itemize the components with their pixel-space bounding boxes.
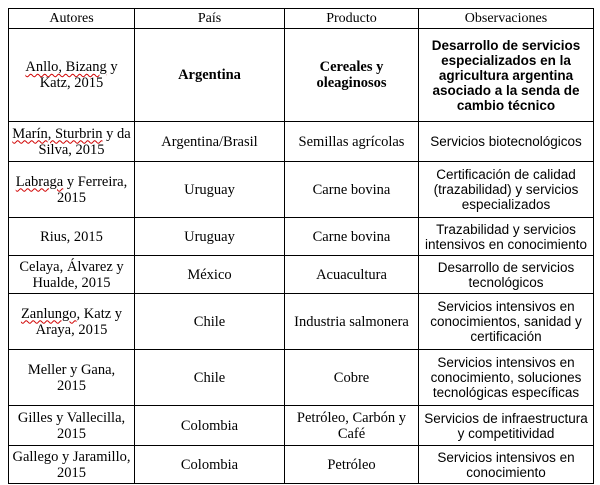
country-cell: Uruguay [135, 218, 285, 256]
author-flagged: Zanlungo [20, 305, 77, 322]
author-cell [9, 29, 135, 122]
author-cell [9, 446, 135, 484]
table-row [9, 294, 594, 350]
observation-cell: Servicios intensivos en conocimiento, soluciones tecnológicas específicas [419, 350, 594, 406]
author-cell [9, 218, 135, 256]
country-cell: Chile [135, 294, 285, 350]
country-cell: México [135, 256, 285, 294]
product-cell: Carne bovina [285, 162, 419, 218]
author-cell [9, 406, 135, 446]
table-row [9, 162, 594, 218]
observation-cell: Servicios intensivos en conocimiento [419, 446, 594, 484]
header-row [9, 9, 594, 29]
observation-cell: Servicios intensivos en conocimientos, sanidad y certificación [419, 294, 594, 350]
header-authors: Autores [9, 9, 135, 29]
author-cell [9, 294, 135, 350]
author-rest: y Ferreira, 2015 [57, 173, 128, 206]
observation-cell: Desarrollo de servicios tecnológicos [419, 256, 594, 294]
author-rest: Meller y Gana, 2015 [27, 361, 116, 394]
product-cell: Acuacultura [285, 256, 419, 294]
author-flagged: Marín, Sturbrin [12, 125, 103, 142]
product-cell: Carne bovina [285, 218, 419, 256]
table-row [9, 446, 594, 484]
product-cell: Cereales y oleaginosos [285, 29, 419, 122]
country-cell: Colombia [135, 406, 285, 446]
country-cell: Argentina [135, 29, 285, 122]
country-cell: Uruguay [135, 162, 285, 218]
authors-table [8, 8, 594, 484]
author-rest: Gilles y Vallecilla, 2015 [17, 409, 126, 442]
observation-cell: Servicios de infraestructura y competitividad [419, 406, 594, 446]
observation-cell: Desarrollo de servicios especializados en la agricultura argentina asociado a la senda de cambio técnico [419, 29, 594, 122]
author-rest: y da Silva, 2015 [38, 125, 131, 158]
country-cell: Colombia [135, 446, 285, 484]
author-cell [9, 256, 135, 294]
country-cell: Argentina/Brasil [135, 122, 285, 162]
author-rest: Gallego y Jaramillo, 2015 [12, 448, 131, 481]
author-flagged: Anllo, Bizang [25, 59, 107, 75]
observation-cell: Certificación de calidad (trazabilidad) y servicios especializados [419, 162, 594, 218]
observation-cell: Trazabilidad y servicios intensivos en conocimiento [419, 218, 594, 256]
author-rest: Celaya, Álvarez y Hualde, 2015 [19, 258, 124, 291]
author-cell [9, 350, 135, 406]
header-observations: Observaciones [419, 9, 594, 29]
author-rest: y Katz, 2015 [39, 59, 118, 91]
author-rest: Rius, 2015 [40, 228, 103, 245]
table-row [9, 350, 594, 406]
product-cell: Cobre [285, 350, 419, 406]
table-row [9, 29, 594, 122]
table-row [9, 122, 594, 162]
product-cell: Petróleo [285, 446, 419, 484]
product-cell: Industria salmonera [285, 294, 419, 350]
observation-cell: Servicios biotecnológicos [419, 122, 594, 162]
author-rest: , Katz y Araya, 2015 [35, 305, 123, 338]
header-country: País [135, 9, 285, 29]
header-product: Producto [285, 9, 419, 29]
country-cell: Chile [135, 350, 285, 406]
author-flagged: Labraga [15, 173, 64, 190]
author-cell [9, 122, 135, 162]
product-cell: Semillas agrícolas [285, 122, 419, 162]
table-row [9, 218, 594, 256]
table-row [9, 406, 594, 446]
table-row [9, 256, 594, 294]
product-cell: Petróleo, Carbón y Café [285, 406, 419, 446]
author-cell [9, 162, 135, 218]
